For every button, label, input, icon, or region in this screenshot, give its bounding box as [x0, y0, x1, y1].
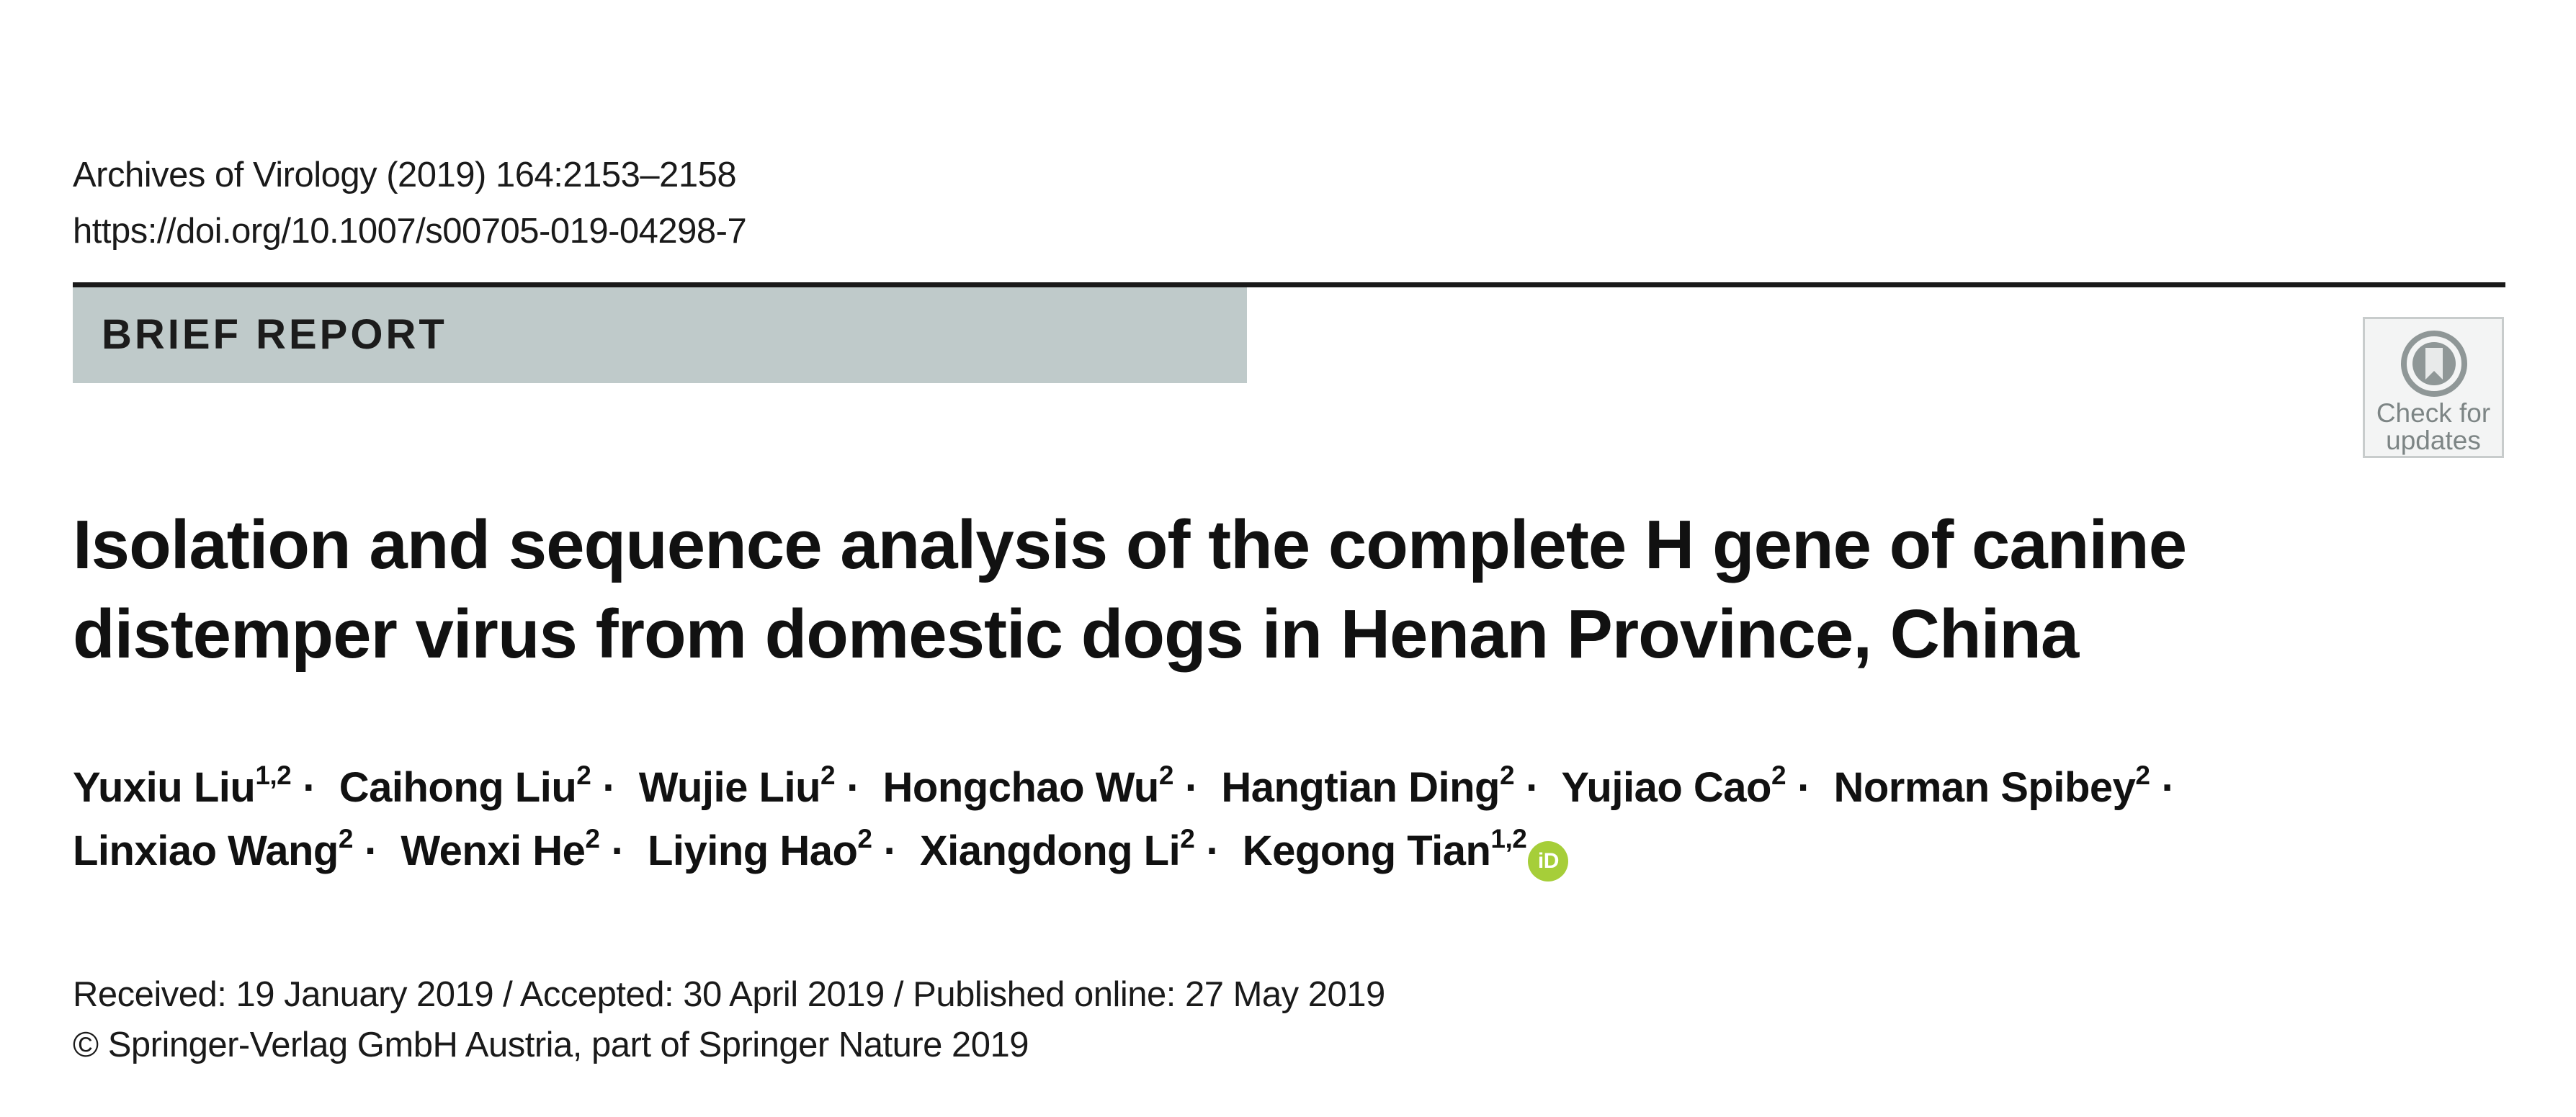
- title-line-2: distemper virus from domestic dogs in Henan Province, China: [73, 596, 2079, 673]
- author-name-text: Caihong Liu: [339, 764, 577, 811]
- author-separator: ·: [846, 764, 860, 811]
- orcid-icon[interactable]: iD: [1528, 841, 1568, 882]
- author-separator: ·: [602, 764, 617, 811]
- author-affiliation: 2: [1180, 824, 1195, 853]
- author-name[interactable]: [1242, 824, 1569, 874]
- author-affiliation: 1,2: [1490, 824, 1527, 853]
- author-name[interactable]: [73, 761, 292, 811]
- history-dates: Received: 19 January 2019 / Accepted: 30 April 2019 / Published online: 27 May 2019: [73, 975, 1385, 1014]
- author-name-text: Hongchao Wu: [882, 764, 1159, 811]
- author-separator: ·: [303, 764, 317, 811]
- bookmark-icon: [2400, 329, 2469, 398]
- check-updates-label: Check for updates: [2376, 398, 2491, 455]
- author-name[interactable]: [1561, 761, 1786, 811]
- author-name[interactable]: [882, 761, 1173, 811]
- article-history: [73, 969, 1385, 1070]
- author-affiliation: 2: [820, 761, 836, 790]
- author-name-text: Yuxiu Liu: [73, 764, 256, 811]
- title-line-1: Isolation and sequence analysis of the complete H gene of canine: [73, 506, 2187, 583]
- article-type-banner: [73, 287, 1247, 383]
- header-rule: [73, 282, 2505, 287]
- author-affiliation: 2: [1499, 761, 1515, 790]
- author-name[interactable]: [339, 761, 591, 811]
- check-for-updates-button[interactable]: [2363, 317, 2504, 458]
- author-separator: ·: [1526, 764, 1539, 811]
- author-name[interactable]: [638, 761, 836, 811]
- author-affiliation: 2: [338, 824, 353, 853]
- author-affiliation: 2: [585, 824, 600, 853]
- author-name[interactable]: [647, 824, 872, 874]
- author-affiliation: 2: [2135, 761, 2150, 790]
- author-name-text: Wenxi He: [401, 827, 586, 874]
- author-separator: ·: [2161, 764, 2175, 811]
- author-separator: ·: [1206, 827, 1220, 874]
- journal-reference: [73, 147, 746, 259]
- article-type-label: BRIEF REPORT: [102, 311, 447, 358]
- author-name[interactable]: [919, 824, 1195, 874]
- author-name[interactable]: [73, 824, 353, 874]
- author-separator: ·: [883, 827, 898, 874]
- author-separator: ·: [1797, 764, 1811, 811]
- author-name[interactable]: [1221, 761, 1515, 811]
- doi-link[interactable]: https://doi.org/10.1007/s00705-019-04298-7: [73, 212, 747, 251]
- journal-citation: Archives of Virology (2019) 164:2153–2158: [73, 156, 737, 194]
- author-list: [73, 756, 2486, 883]
- author-separator: ·: [1184, 764, 1199, 811]
- author-affiliation: 2: [1771, 761, 1786, 790]
- author-name-text: Kegong Tian: [1242, 827, 1491, 874]
- copyright-line: © Springer-Verlag GmbH Austria, part of Springer Nature 2019: [73, 1026, 1029, 1064]
- author-affiliation: 2: [576, 761, 591, 790]
- author-separator: ·: [611, 827, 625, 874]
- author-name-text: Wujie Liu: [638, 764, 820, 811]
- author-affiliation: 2: [1158, 761, 1173, 790]
- author-name-text: Yujiao Cao: [1561, 764, 1771, 811]
- author-name-text: Liying Hao: [647, 827, 858, 874]
- author-separator: ·: [364, 827, 378, 874]
- author-affiliation: 1,2: [255, 761, 292, 790]
- author-name-text: Xiangdong Li: [919, 827, 1181, 874]
- author-affiliation: 2: [857, 824, 872, 853]
- author-name-text: Linxiao Wang: [73, 827, 339, 874]
- author-name[interactable]: [1833, 761, 2150, 811]
- author-name[interactable]: [401, 824, 600, 874]
- author-name-text: Norman Spibey: [1833, 764, 2136, 811]
- article-title: [73, 501, 2306, 679]
- author-name-text: Hangtian Ding: [1221, 764, 1500, 811]
